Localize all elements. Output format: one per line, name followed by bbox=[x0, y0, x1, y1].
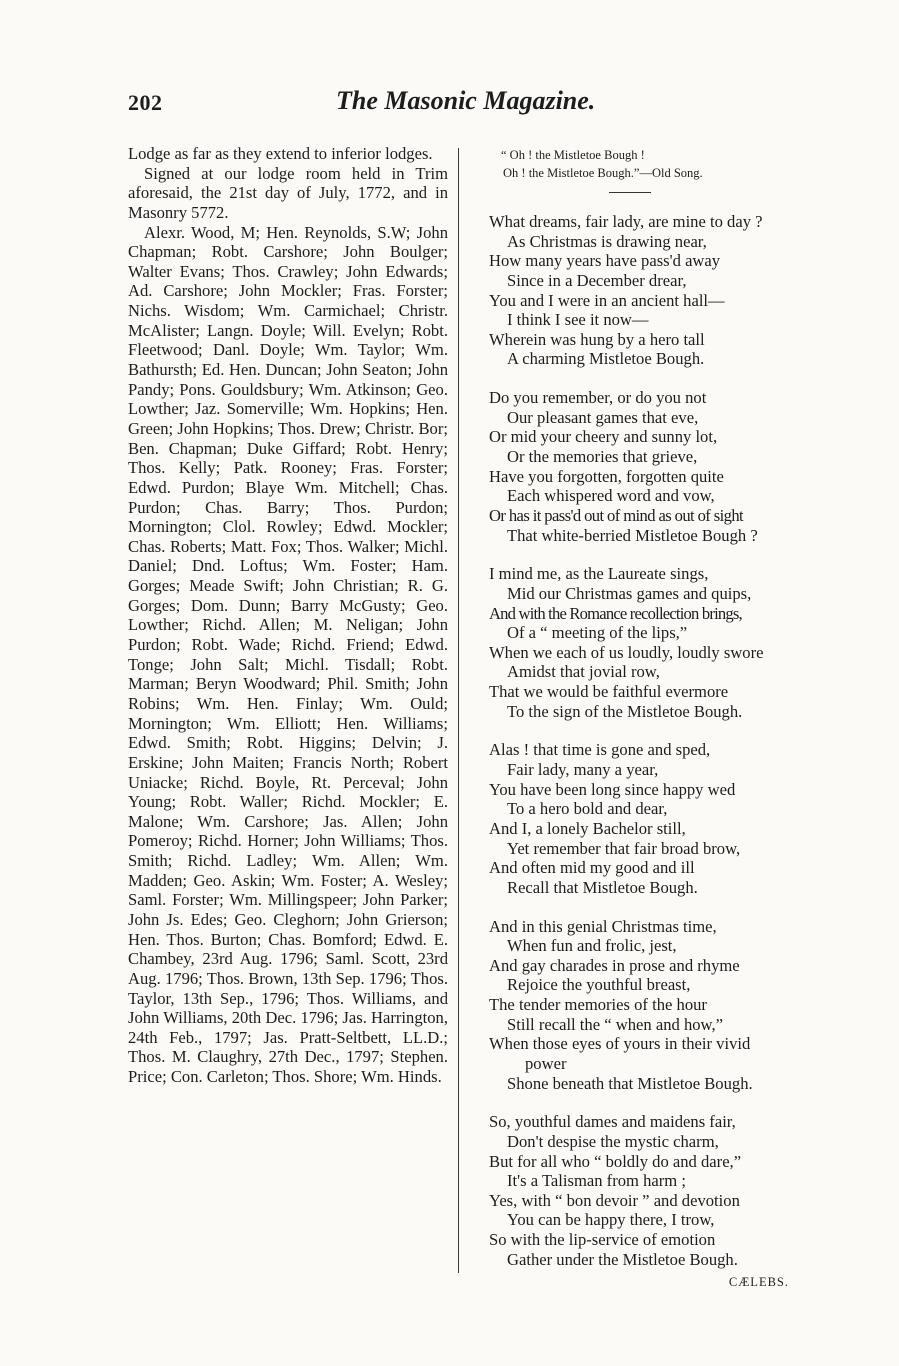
verse-line: A charming Mistletoe Bough. bbox=[507, 349, 705, 369]
verse-line: Shone beneath that Mistletoe Bough. bbox=[507, 1073, 753, 1093]
verse-line: I think I see it now— bbox=[507, 310, 649, 330]
verse-line: Don't despise the mystic charm, bbox=[507, 1131, 719, 1151]
verse-line: And with the Romance recollection brings, bbox=[489, 603, 742, 623]
epigraph-line: Oh ! the Mistletoe Bough.”—Old Song. bbox=[503, 166, 703, 180]
verse-line: Our pleasant games that eve, bbox=[507, 407, 699, 427]
epigraph bbox=[489, 146, 799, 182]
stanza bbox=[489, 564, 799, 721]
verse-line: That white-berried Mistletoe Bough ? bbox=[507, 525, 758, 545]
verse-line: You have been long since happy wed bbox=[489, 779, 736, 799]
page-number: 202 bbox=[128, 90, 163, 115]
epigraph-rule bbox=[609, 192, 651, 193]
paragraph: Signed at our lodge room held in Trim aforesaid, the 21st day of July, 1772, and in Masonry 5772. bbox=[128, 163, 448, 222]
verse-line: Rejoice the youthful breast, bbox=[507, 975, 691, 995]
verse-line: It's a Talisman from harm ; bbox=[507, 1171, 686, 1191]
verse-line: Still recall the “ when and how,” bbox=[507, 1014, 723, 1034]
verse-line: Yet remember that fair broad brow, bbox=[507, 838, 741, 858]
page-header bbox=[128, 86, 788, 118]
verse-line: I mind me, as the Laureate sings, bbox=[489, 564, 709, 584]
left-column bbox=[128, 144, 448, 1087]
verse-line: To a hero bold and dear, bbox=[507, 799, 668, 819]
verse-line: To the sign of the Mistletoe Bough. bbox=[507, 701, 743, 721]
verse-line: Alas ! that time is gone and sped, bbox=[489, 740, 711, 760]
verse-line: Yes, with “ bon devoir ” and devotion bbox=[489, 1190, 740, 1210]
stanza bbox=[489, 917, 799, 1094]
verse-line: That we would be faithful evermore bbox=[489, 682, 729, 702]
verse-line: What dreams, fair lady, are mine to day ? bbox=[489, 212, 763, 231]
stanza bbox=[489, 388, 799, 545]
verse-line: And in this genial Christmas time, bbox=[489, 916, 717, 936]
verse-line: You can be happy there, I trow, bbox=[507, 1210, 715, 1230]
verse-line: But for all who “ boldly do and dare,” bbox=[489, 1151, 742, 1171]
paragraph: Lodge as far as they extend to inferior lodges. bbox=[128, 144, 433, 163]
stanza bbox=[489, 212, 799, 369]
epigraph-line: “ Oh ! the Mistletoe Bough ! bbox=[501, 148, 645, 162]
verse-line: Do you remember, or do you not bbox=[489, 388, 707, 408]
stanza bbox=[489, 1112, 799, 1269]
verse-line: The tender memories of the hour bbox=[489, 995, 707, 1015]
right-column bbox=[489, 146, 799, 1293]
verse-line: Have you forgotten, forgotten quite bbox=[489, 466, 724, 486]
verse-line: Amidst that jovial row, bbox=[507, 662, 660, 682]
verse-line: You and I were in an ancient hall— bbox=[489, 290, 725, 310]
verse-line: How many years have pass'd away bbox=[489, 251, 721, 271]
verse-line: So with the lip-service of emotion bbox=[489, 1230, 716, 1250]
verse-line: And gay charades in prose and rhyme bbox=[489, 955, 740, 975]
verse-line: Wherein was hung by a hero tall bbox=[489, 329, 705, 349]
paragraph: Alexr. Wood, M; Hen. Reynolds, S.W; John Chapman; Robt. Carshore; John Boulger; Walter Evans; Thos. Crawley; John Edwards; Ad. Carshore; John Mockler; Fras. Forster; Nichs. Wisdom; Wm. Carmichael; Christr. McAlister; Langn. Doyle; Will. Evelyn; Robt. Fleetwood; Danl. Doyle; Wm. Taylor; Wm. Bathursth; Ed. Hen. Duncan; John Seaton; John Pandy; Pons. Gouldsbury; Wm. Atkinson; Geo. Lowther; Jaz. Somerville; Wm. Hopkins; Hen. Green; John Hopkins; Thos. Drew; Christr. Bor; Ben. Chapman; Duke Giffard; Robt. Henry; Thos. Kelly; Patk. Rooney; Fras. Forster; Edwd. Purdon; Blaye Wm. Mitchell; Chas. Purdon; Chas. Barry; Thos. Purdon; Mornington; Clol. Rowley; Edwd. Mockler; Chas. Roberts; Matt. Fox; Thos. Walker; Michl. Daniel; Dnd. Loftus; Wm. Foster; Ham. Gorges; Meade Swift; John Christian; R. G. Gorges; Dom. Dunn; Barry McGusty; Geo. Lowther; Richd. Allen; M. Neligan; John Purdon; Robt. Wade; Richd. Friend; Edwd. Tonge; John Salt; Michl. Tisdall; Robt. Marman; Beryn Woodward; Phil. Smith; John Robins; Wm. Hen. Finlay; Wm. Ould; Mornington; Wm. Elliott; Hen. Williams; Edwd. Smith; Robt. Higgins; Delvin; J. Erskine; John Maiten; Francis North; Robert Uniacke; Richd. Boyle, Rt. Perceval; John Young; Robt. Waller; Richd. Mockler; E. Malone; Wm. Carshore; Jas. Allen; John Pomeroy; Richd. Horner; John Williams; Thos. Smith; Richd. Ladley; Wm. Allen; Wm. Madden; Geo. Askin; Wm. Foster; A. Wesley; Saml. Forster; Wm. Millingspeer; John Parker; John Js. Edes; Geo. Cleghorn; John Grierson; Hen. Thos. Burton; Chas. Bomford; Edwd. E. Chambey, 23rd Aug. 1796; Saml. Scott, 23rd Aug. 1796; Thos. Brown, 13th Sep. 1796; Thos. Taylor, 13th Sep., 1796; Thos. Williams, and John Williams, 20th Dec. 1796; Jas. Harrington, 24th Feb., 1797; Jas. Pratt-Seltbett, LL.D.; Thos. M. Claughry, 27th Dec., 1797; Stephen. Price; Con. Carleton; Thos. Shore; Wm. Hinds. bbox=[128, 222, 448, 1087]
verse-line: When fun and frolic, jest, bbox=[507, 936, 677, 956]
column-divider bbox=[458, 148, 459, 1273]
author-signature: CÆLEBS. bbox=[728, 1275, 789, 1290]
verse-line: Or the memories that grieve, bbox=[507, 447, 698, 467]
verse-line: Mid our Christmas games and quips, bbox=[507, 583, 752, 603]
stanza bbox=[489, 740, 799, 897]
verse-line: power bbox=[525, 1053, 567, 1073]
verse-line: As Christmas is drawing near, bbox=[507, 231, 707, 251]
verse-line: Of a “ meeting of the lips,” bbox=[507, 623, 688, 643]
verse-line: Gather under the Mistletoe Bough. bbox=[507, 1249, 738, 1269]
verse-line: Each whispered word and vow, bbox=[507, 486, 715, 506]
verse-line: When those eyes of yours in their vivid bbox=[489, 1034, 751, 1054]
verse-line: Or mid your cheery and sunny lot, bbox=[489, 427, 718, 447]
verse-line: Recall that Mistletoe Bough. bbox=[507, 877, 698, 897]
verse-line: Or has it pass'd out of mind as out of sight bbox=[489, 505, 744, 525]
verse-line: So, youthful dames and maidens fair, bbox=[489, 1112, 736, 1132]
verse-line: When we each of us loudly, loudly swore bbox=[489, 642, 764, 662]
magazine-title: The Masonic Magazine. bbox=[336, 86, 596, 115]
verse-line: And often mid my good and ill bbox=[489, 858, 695, 878]
verse-line: Fair lady, many a year, bbox=[507, 760, 659, 780]
verse-line: And I, a lonely Bachelor still, bbox=[489, 818, 686, 838]
verse-line: Since in a December drear, bbox=[507, 270, 687, 290]
